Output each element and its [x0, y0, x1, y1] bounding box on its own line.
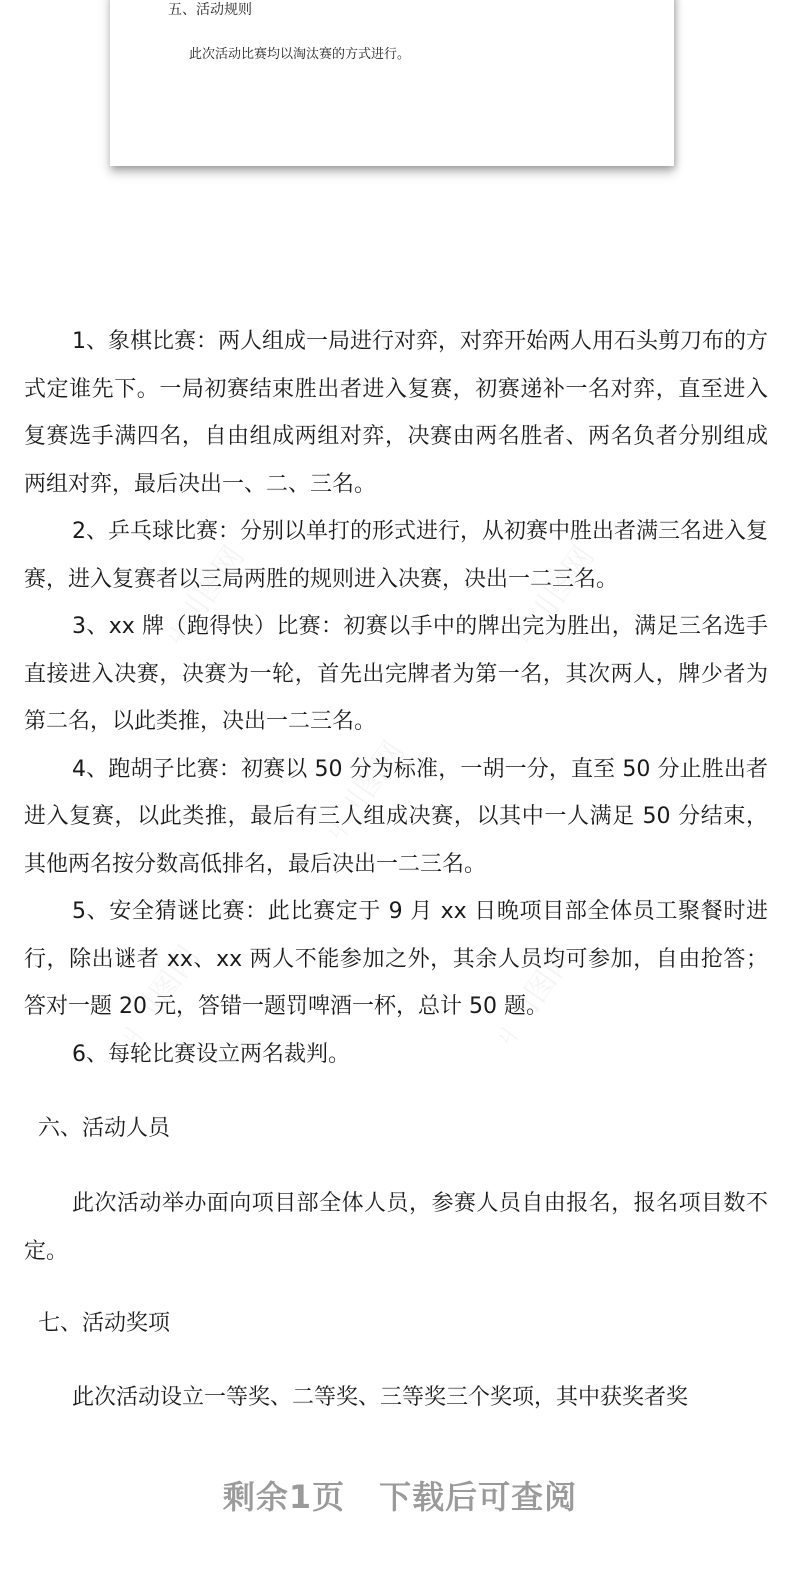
section-heading-rules: 五、活动规则 — [168, 2, 252, 18]
rule-item: 4、跑胡子比赛：初赛以 50 分为标准，一胡一分，直至 50 分止胜出者进入复赛，以此类推，最后有三人组成决赛，以其中一人满足 50 分结束，其他两名按分数高低排名，最后决出一二三名。 — [24, 756, 768, 877]
awards-text-block — [24, 1374, 768, 1422]
rule-item: 6、每轮比赛设立两名裁判。 — [72, 1041, 350, 1067]
rules-list — [24, 318, 768, 1078]
download-prompt[interactable] — [0, 1472, 800, 1518]
rule-item: 1、象棋比赛：两人组成一局进行对弈，对弈开始两人用石头剪刀布的方式定谁先下。一局初赛结束胜出者进入复赛，初赛递补一名对弈，直至进入复赛选手满四名，自由组成两组对弈，决赛由两名胜者、两名负者分别组成两组对弈，最后决出一、二、三名。 — [24, 329, 768, 497]
rule-item: 5、安全猜谜比赛：此比赛定于 9 月 xx 日晚项目部全体员工聚餐时进行，除出谜者 xx、xx 两人不能参加之外，其余人员均可参加，自由抢答；答对一题 20 元，答错一题罚啤酒一杯，总计 50 题。 — [24, 899, 768, 1019]
section-heading-participants: 六、活动人员 — [38, 1116, 171, 1141]
download-to-view-label[interactable]: 下载后可查阅 — [379, 1478, 578, 1516]
page-preview-card — [110, 0, 674, 166]
rule-item: 2、乒乓球比赛：分别以单打的形式进行，从初赛中胜出者满三名进入复赛，进入复赛者以三局两胜的规则进入决赛，决出一二三名。 — [24, 519, 768, 592]
rules-summary: 此次活动比赛均以淘汰赛的方式进行。 — [189, 47, 411, 62]
section-heading-awards: 七、活动奖项 — [38, 1311, 171, 1336]
awards-text: 此次活动设立一等奖、二等奖、三等奖三个奖项，其中获奖者奖 — [72, 1385, 689, 1410]
participants-text-block — [24, 1180, 768, 1275]
remaining-pages-label: 剩余1页 — [222, 1478, 346, 1516]
rule-item: 3、xx 牌（跑得快）比赛：初赛以手中的牌出完为胜出，满足三名选手直接进入决赛，决赛为一轮，首先出完牌者为第一名，其次两人，牌少者为第二名，以此类推，决出一二三名。 — [24, 614, 768, 734]
participants-text: 此次活动举办面向项目部全体人员，参赛人员自由报名，报名项目数不定。 — [24, 1191, 768, 1264]
